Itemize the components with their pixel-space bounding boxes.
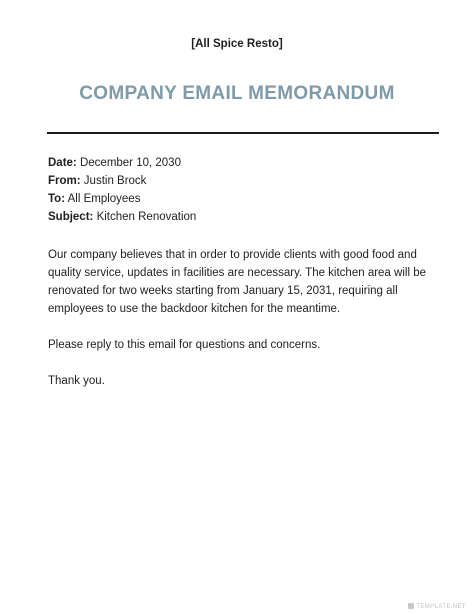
from-label: From: bbox=[48, 175, 81, 187]
from-line bbox=[48, 172, 196, 190]
template-logo-icon bbox=[408, 603, 414, 609]
memo-header bbox=[48, 154, 196, 226]
body-paragraph-2: Please reply to this email for questions and concerns. bbox=[48, 339, 321, 351]
watermark-text: TEMPLATE.NET bbox=[416, 604, 466, 610]
divider-rule bbox=[47, 132, 439, 134]
to-value: All Employees bbox=[67, 193, 141, 205]
subject-value: Kitchen Renovation bbox=[96, 211, 197, 223]
company-name: [All Spice Resto] bbox=[191, 38, 283, 50]
body-paragraph-1-line: quality service, updates in facilities are necessary. The kitchen area will be bbox=[48, 267, 426, 279]
body-paragraph-1-line: renovated for two weeks starting from January 15, 2031, requiring all bbox=[48, 285, 398, 297]
subject-line bbox=[48, 208, 196, 226]
date-line bbox=[48, 154, 196, 172]
memo-title: COMPANY EMAIL MEMORANDUM bbox=[79, 83, 395, 104]
body-paragraph-1-line: employees to use the backdoor kitchen for the meantime. bbox=[48, 303, 341, 315]
to-label: To: bbox=[48, 193, 66, 205]
to-line bbox=[48, 190, 196, 208]
date-value: December 10, 2030 bbox=[79, 157, 181, 169]
body-paragraph-1-line: Our company believes that in order to provide clients with good food and bbox=[48, 249, 417, 261]
subject-label: Subject: bbox=[48, 211, 94, 223]
body-paragraph-1 bbox=[48, 246, 440, 318]
closing-line: Thank you. bbox=[48, 375, 105, 387]
watermark bbox=[408, 603, 466, 610]
memo-body bbox=[48, 246, 440, 408]
date-label: Date: bbox=[48, 157, 77, 169]
from-value: Justin Brock bbox=[83, 175, 147, 187]
